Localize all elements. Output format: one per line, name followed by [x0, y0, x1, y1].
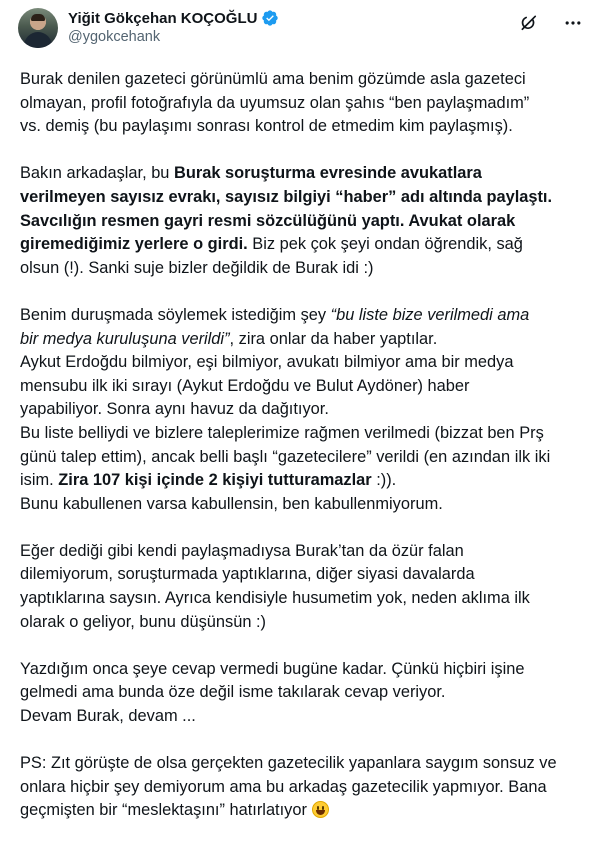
tweet-text — [20, 68, 588, 847]
avatar-shoulders — [24, 32, 52, 48]
text-line — [20, 799, 588, 823]
italic-text: bir medya kuruluşuna verildi” — [20, 329, 230, 348]
tweet-actions — [518, 12, 584, 34]
handle[interactable]: @ygokcehank — [68, 29, 161, 45]
text-line: Devam Burak, devam ... — [20, 707, 196, 726]
text-line: Yazdığım onca şeye cevap vermedi bugüne kadar. Çünkü hiçbiri işine — [20, 659, 525, 678]
text-span: , zira onlar da haber yaptılar. — [229, 329, 438, 348]
text-line: Eğer dediği gibi kendi paylaşmadıysa Burak’tan da özür falan — [20, 541, 464, 560]
text-span: Benim duruşmada söylemek istediğim şey — [20, 305, 331, 324]
author-info — [68, 9, 279, 45]
verified-badge-icon — [261, 9, 279, 27]
text-span: :)). — [371, 471, 397, 490]
paragraph-2 — [20, 162, 588, 280]
bold-text: Zira 107 kişi içinde 2 kişiyi tutturamazlar — [58, 471, 372, 490]
more-dots-svg — [563, 13, 583, 33]
text-line: yapabiliyor. Sonra aynı havuz da dağıtıyor. — [20, 400, 329, 419]
text-line: Bu liste belliydi ve bizlere taleplerimize rağmen verilmedi (bizzat ben Prş — [20, 423, 544, 442]
paragraph-5 — [20, 658, 588, 729]
text-line — [20, 304, 588, 328]
text-line: vs. demiş (bu paylaşımı sonrası kontrol de etmedim kim paylaşmış). — [20, 117, 513, 136]
text-line: dilemiyorum, soruşturmada yaptıklarına, diğer siyasi davalarda — [20, 565, 475, 584]
display-name[interactable]: Yiğit Gökçehan KOÇOĞLU — [68, 9, 258, 27]
more-dots-icon[interactable] — [562, 12, 584, 34]
text-line: olarak o geliyor, bunu düşünsün :) — [20, 612, 267, 631]
grinning-face-emoji — [312, 801, 329, 818]
text-span: isim. — [20, 471, 59, 490]
name-row — [68, 9, 279, 27]
text-line: Bunu kabullenen varsa kabullensin, ben kabullenmiyorum. — [20, 494, 443, 513]
text-span: Biz pek çok şeyi ondan öğrendik, sağ — [247, 235, 523, 254]
text-line: Burak denilen gazeteci görünümlü ama benim gözümde asla gazeteci — [20, 70, 526, 88]
grok-icon-svg — [519, 13, 539, 33]
text-line: gelmedi ama bunda öze değil isme takılarak cevap veriyor. — [20, 683, 446, 702]
text-line: PS: Zıt görüşte de olsa gerçekten gazetecilik yapanlara saygım sonsuz ve — [20, 754, 557, 773]
avatar[interactable] — [18, 8, 58, 48]
text-line — [20, 162, 588, 186]
text-line: olsun (!). Sanki suje bizler değildik de Burak idi :) — [20, 258, 374, 277]
text-line: mensubu ilk iki sırayı (Aykut Erdoğdu ve Bulut Aydöner) haber — [20, 376, 470, 395]
grok-icon[interactable] — [518, 12, 540, 34]
bold-text-line: Savcılığın resmen gayri resmi sözcülüğünü yaptı. Avukat olarak — [20, 211, 516, 230]
bold-text: giremediğimiz yerlere o girdi. — [20, 235, 248, 254]
paragraph-3 — [20, 304, 588, 516]
paragraph-4 — [20, 540, 588, 634]
tweet-header — [18, 8, 590, 56]
text-span: geçmişten bir “meslektaşını” hatırlatıyor — [20, 801, 312, 820]
text-line — [20, 469, 588, 493]
text-line: günü talep ettim), ancak belli başlı “gazetecilere” verildi (en azından ilk iki — [20, 447, 551, 466]
text-line — [20, 328, 588, 352]
paragraph-1 — [20, 68, 588, 139]
text-line: onlara hiçbir şey demiyorum ama bu arkadaş gazetecilik yapmıyor. Bana — [20, 777, 547, 796]
text-span: Bakın arkadaşlar, bu — [20, 164, 174, 183]
text-line: olmayan, profil fotoğrafıyla da uyumsuz olan şahıs “ben paylaşmadım” — [20, 93, 530, 112]
italic-text: “bu liste bize verilmedi ama — [330, 305, 530, 324]
text-line: yaptıklarına saysın. Ayrıca kendisiyle husumetim yok, neden aklıma ilk — [20, 589, 530, 608]
avatar-hair — [31, 14, 45, 21]
text-line — [20, 233, 588, 257]
bold-text-line: verilmeyen sayısız evrakı, sayısız bilgiyi “haber” adı altında paylaştı. — [20, 187, 553, 206]
text-line: Aykut Erdoğdu bilmiyor, eşi bilmiyor, avukatı bilmiyor ama bir medya — [20, 353, 514, 372]
bold-text: Burak soruşturma evresinde avukatlara — [173, 164, 482, 183]
paragraph-6 — [20, 752, 588, 823]
